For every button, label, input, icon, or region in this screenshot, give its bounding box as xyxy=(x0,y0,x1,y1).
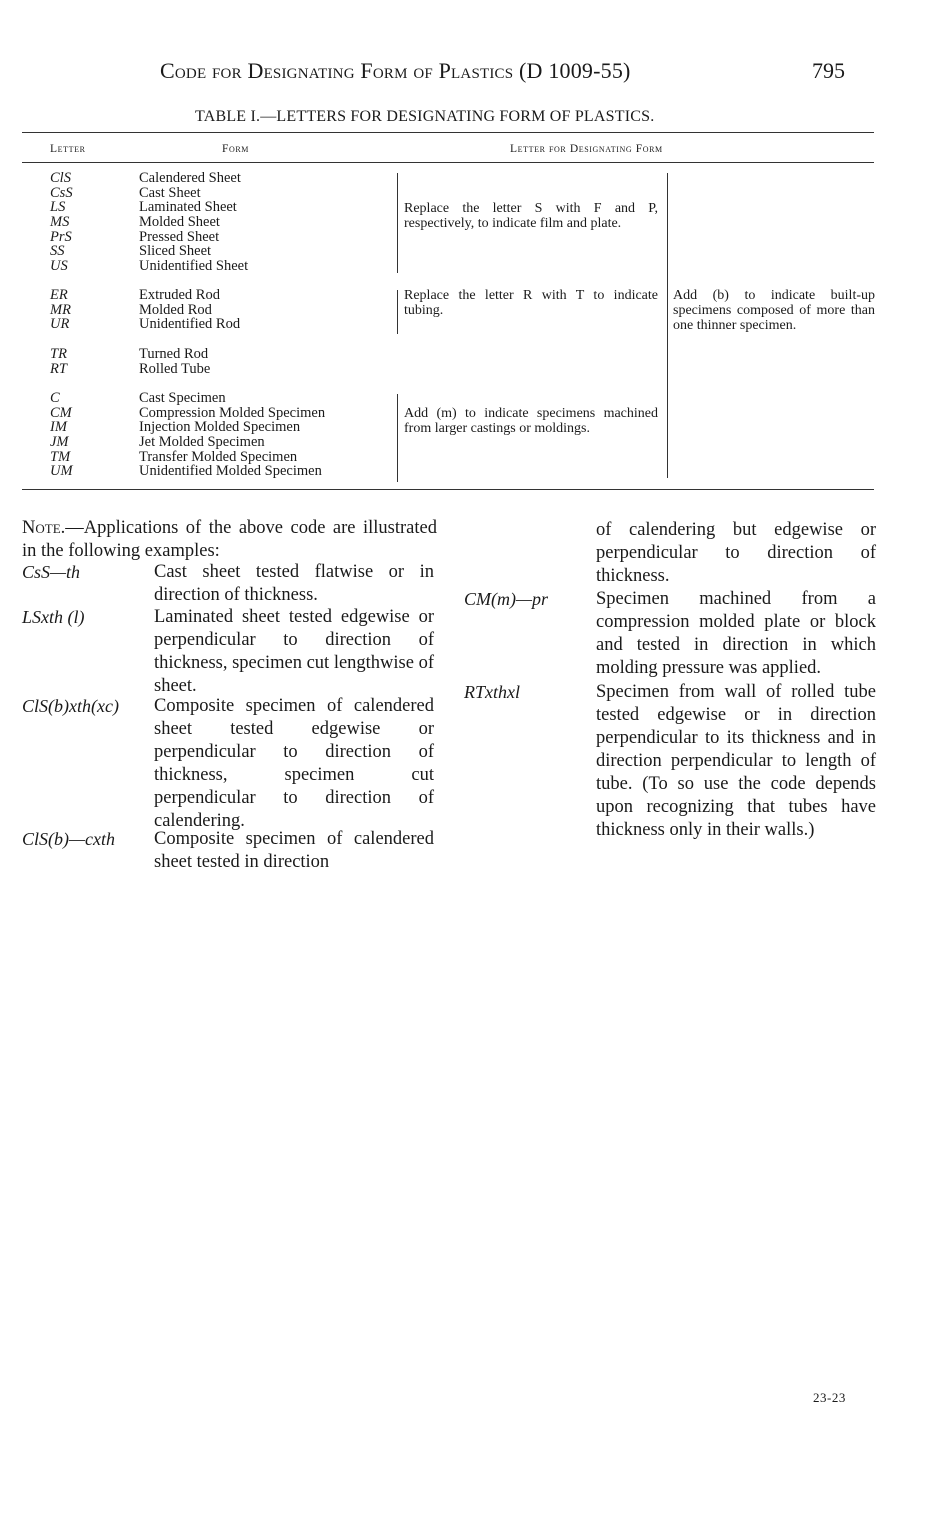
note-sheet: Replace the letter S with F and P, respectively, to indicate film and plate. xyxy=(404,201,658,231)
example-code: CM(m)—pr xyxy=(464,589,548,609)
running-title-tail: (D 1009-55) xyxy=(519,58,631,83)
example-code: ClS(b)xth(xc) xyxy=(22,696,119,716)
form-cell: Unidentified Rod xyxy=(139,316,241,333)
letter-cell: US xyxy=(50,258,68,275)
column-header-designating: Letter for Designating Form xyxy=(510,143,663,155)
form-group-tube xyxy=(139,347,389,376)
form-group-sheet xyxy=(139,171,389,274)
form-cell: Jet Molded Specimen xyxy=(139,434,265,451)
brace-builtup xyxy=(662,173,668,478)
letter-cell: UM xyxy=(50,463,73,480)
brace-rod xyxy=(392,290,398,334)
letter-group-specimen xyxy=(50,391,120,479)
table-header-rule xyxy=(22,162,874,163)
letter-cell: CM xyxy=(50,404,72,421)
form-cell: Injection Molded Specimen xyxy=(139,419,301,436)
letter-cell: PrS xyxy=(50,228,72,245)
table-caption: TABLE I.—LETTERS FOR DESIGNATING FORM OF PLASTICS. xyxy=(195,108,655,125)
note-intro xyxy=(22,517,437,563)
example-code: RTxthxl xyxy=(464,682,520,702)
running-title-caps: Code for Designating Form of Plastics xyxy=(160,58,514,83)
form-cell: Molded Rod xyxy=(139,301,212,318)
table-top-rule xyxy=(22,132,874,133)
letter-cell: MR xyxy=(50,301,71,318)
form-group-specimen xyxy=(139,391,389,479)
example-desc: Cast sheet tested flatwise or in direction of thickness. xyxy=(154,562,434,605)
column-header-letter: Letter xyxy=(50,143,86,155)
form-cell: Calendered Sheet xyxy=(139,170,241,186)
table-bottom-rule xyxy=(22,489,874,490)
example-desc-continued: of calendering but edgewise or perpendicular to direction of thickness. xyxy=(596,520,876,586)
form-cell: Sliced Sheet xyxy=(139,243,212,260)
letter-cell: ClS xyxy=(50,170,71,186)
note-lead: Note. xyxy=(22,518,66,538)
form-cell: Extruded Rod xyxy=(139,287,220,303)
letter-cell: TR xyxy=(50,346,67,362)
letter-cell: IM xyxy=(50,419,67,436)
letter-cell: RT xyxy=(50,360,67,377)
form-cell: Cast Specimen xyxy=(139,390,226,406)
form-cell: Molded Sheet xyxy=(139,214,220,231)
brace-specimen xyxy=(392,394,398,482)
letter-cell: MS xyxy=(50,214,70,231)
form-cell: Pressed Sheet xyxy=(139,228,220,245)
letter-cell: UR xyxy=(50,316,70,333)
note-builtup: Add (b) to indicate built-up specimens composed of more than one thinner specimen. xyxy=(673,288,875,333)
example-desc: Specimen machined from a compression molded plate or block and tested in direction in which molding pressure was applied. xyxy=(596,589,876,678)
letter-cell: JM xyxy=(50,434,69,451)
letter-cell: C xyxy=(50,390,60,406)
example-desc: Composite specimen of calendered sheet tested in direction xyxy=(154,829,434,872)
brace-sheet xyxy=(392,173,398,273)
note-rod: Replace the letter R with T to indicate tubing. xyxy=(404,288,658,318)
form-cell: Compression Molded Specimen xyxy=(139,404,326,421)
form-cell: Rolled Tube xyxy=(139,360,211,377)
form-cell: Unidentified Molded Specimen xyxy=(139,463,322,480)
column-header-form: Form xyxy=(222,143,250,155)
footer-code: 23-23 xyxy=(813,1390,846,1405)
letter-cell: CsS xyxy=(50,184,73,201)
letter-cell: SS xyxy=(50,243,65,260)
letter-cell: ER xyxy=(50,287,68,303)
example-code: CsS—th xyxy=(22,562,81,582)
form-cell: Laminated Sheet xyxy=(139,199,237,216)
letter-group-tube xyxy=(50,347,120,376)
form-cell: Unidentified Sheet xyxy=(139,258,249,275)
letter-group-sheet xyxy=(50,171,120,274)
running-title xyxy=(160,58,631,84)
form-group-rod xyxy=(139,288,389,332)
note-specimen: Add (m) to indicate specimens machined from larger castings or moldings. xyxy=(404,406,658,436)
form-cell: Turned Rod xyxy=(139,346,209,362)
form-cell: Transfer Molded Specimen xyxy=(139,448,298,465)
note-text: —Applications of the above code are illustrated in the following examples: xyxy=(22,518,437,561)
page-number: 795 xyxy=(812,58,845,83)
example-desc: Laminated sheet tested edgewise or perpendicular to direction of thickness, specimen cut lengthwise of sheet. xyxy=(154,607,435,696)
letter-cell: TM xyxy=(50,448,71,465)
letter-group-rod xyxy=(50,288,120,332)
example-code: ClS(b)—cxth xyxy=(22,829,115,849)
letter-cell: LS xyxy=(50,199,66,216)
example-code: LSxth (l) xyxy=(22,607,85,627)
example-desc: Composite specimen of calendered sheet tested edgewise or perpendicular to direction of thickness, specimen cut perpendicular to direction of calendering. xyxy=(154,696,434,831)
example-desc: Specimen from wall of rolled tube tested edgewise or in direction perpendicular to its thickness and in direction perpendicular to length of tube. (To so use the code depends upon recognizing that tubes have thickness only in their walls.) xyxy=(596,682,876,840)
form-cell: Cast Sheet xyxy=(139,184,201,201)
